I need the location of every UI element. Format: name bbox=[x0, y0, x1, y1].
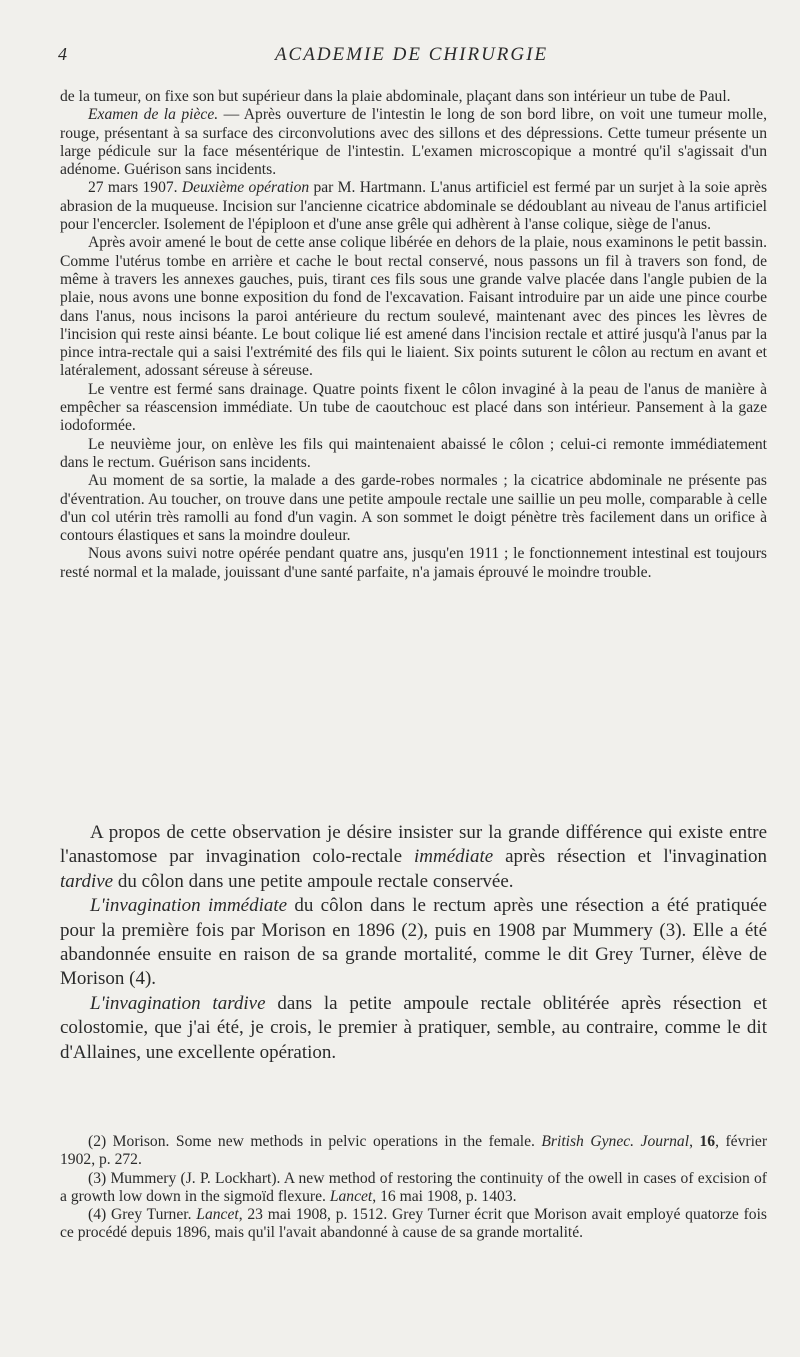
paragraph bbox=[60, 436, 767, 473]
paragraph bbox=[60, 88, 767, 106]
footnote bbox=[60, 1133, 767, 1170]
paragraph bbox=[60, 894, 767, 992]
journal-title: Lancet bbox=[196, 1206, 239, 1224]
emphasis: immédiate bbox=[414, 846, 494, 868]
paragraph-text: du côlon dans le rectum après une résection a été pratiquée pour la première fois par Morison en 1896 (2), puis en 1908 par Mummery (3). Elle a été abandonnée ensuite en raison de sa grande mortalité, comme le dit Grey Turner, élève de Morison (4). bbox=[60, 895, 767, 990]
paragraph-text: Après avoir amené le bout de cette anse colique libérée en dehors de la plaie, nous examinons le petit bassin. Comme l'utérus tombe en arrière et cache le bout rectal conservé, nous passons un fil à travers son fond, de même à travers les annexes gauches, puis, tirant ces fils sous une grande valve placée dans l'angle pubien de la plaie, nous avons une bonne exposition du fond de l'excavation. Faisant introduire par un aide une pince courbe dans l'anus, nous incisons la paroi antérieure du rectum soulevé, maintenant avec des pinces les lèvres de l'incision qui reste ainsi béante. Le bout colique lié est amené dans l'incision rectale et attiré jusqu'à l'anus par la pince intra-rectale qui a saisi l'extrémité des fils qui le liaient. Six points suturent le côlon au rectum en avant et latéralement, adossant séreuse à séreuse. bbox=[60, 234, 767, 380]
paragraph bbox=[60, 381, 767, 436]
footnote-text: (3) Mummery (J. P. Lockhart). A new method of restoring the continuity of the owell in cases of excision of a growth low down in the sigmoïd flexure. bbox=[60, 1169, 767, 1205]
footnotes bbox=[60, 1133, 767, 1243]
paragraph-text: du côlon dans une petite ampoule rectale conservée. bbox=[113, 870, 514, 892]
paragraph bbox=[60, 545, 767, 582]
emphasis: tardive bbox=[60, 870, 114, 892]
paragraph bbox=[60, 179, 767, 234]
journal-title: Lancet bbox=[329, 1187, 373, 1205]
paragraph-text: Le neuvième jour, on enlève les fils qui maintenaient abaissé le côlon ; celui-ci remonte immédiatement dans le rectum. Guérison sans incidents. bbox=[60, 435, 767, 471]
footnote-text: (4) Grey Turner. bbox=[88, 1206, 197, 1224]
section-label: Examen de la pièce. bbox=[88, 106, 219, 124]
paragraph-text: par M. Hartmann. L'anus artificiel est fermé par un surjet à la soie après abrasion de la muqueuse. Incision sur l'ancienne cicatrice abdominale se dédoublant au niveau de l'anus artificiel pour l'encercler. Isolement de l'épiploon et d'une anse grêle qui adhèrent à l'anse colique, siège de l'anus. bbox=[60, 179, 768, 234]
emphasis: L'invagination tardive bbox=[90, 992, 266, 1014]
section-label: Deuxième opération bbox=[181, 179, 310, 197]
volume-number: 16 bbox=[699, 1133, 716, 1150]
paragraph bbox=[60, 234, 767, 380]
paragraph bbox=[60, 992, 767, 1065]
paragraph-text: Au moment de sa sortie, la malade a des garde-robes normales ; la cicatrice abdominale ne présente pas d'éventration. Au toucher, on trouve dans une petite ampoule rectale une saillie un peu molle, comparable à celle d'un col utérin très ramolli au fond d'un vagin. A son sommet le doigt pénètre très facilement dans un orifice à contours élastiques et sans la moindre douleur. bbox=[60, 472, 767, 545]
running-title: ACADEMIE DE CHIRURGIE bbox=[274, 44, 549, 65]
paragraph-text: Nous avons suivi notre opérée pendant quatre ans, jusqu'en 1911 ; le fonctionnement intestinal est toujours resté normal et la malade, jouissant d'une santé parfaite, n'a jamais éprouvé le moindre trouble. bbox=[60, 545, 767, 581]
footnote-text: , février 1902, p. 272. bbox=[60, 1133, 768, 1169]
emphasis: L'invagination immédiate bbox=[90, 895, 288, 917]
paragraph bbox=[60, 472, 767, 545]
paragraph bbox=[60, 821, 767, 894]
paragraph-text: dans la petite ampoule rectale oblitérée après résection et colostomie, que j'ai été, je crois, le premier à pratiquer, semble, au contraire, comme le dit d'Allaines, une excellente opération. bbox=[60, 992, 768, 1063]
footnote bbox=[60, 1206, 767, 1243]
paragraph-text: Le ventre est fermé sans drainage. Quatre points fixent le côlon invaginé à la peau de l'anus de manière à empêcher sa réascension immédiate. Un tube de caoutchouc est placé dans son intérieur. Pansement à la gaze iodoformée. bbox=[60, 380, 767, 435]
discussion-text bbox=[60, 821, 767, 1065]
paragraph bbox=[60, 106, 767, 179]
footnote-text: (2) Morison. Some new methods in pelvic operations in the female. bbox=[88, 1133, 542, 1150]
date-text: 27 mars 1907. bbox=[88, 179, 182, 197]
footnote-text: , 16 mai 1908, p. 1403. bbox=[372, 1187, 517, 1205]
running-header bbox=[58, 44, 765, 74]
paragraph-text: — Après ouverture de l'intestin le long de son bord libre, on voit une tumeur molle, rouge, présentant à sa surface des circonvolutions avec des sillons et des dépressions. Cette tumeur présente un large pédicule sur la face mésentérique de l'intestin. L'examen microscopique a montré qu'il s'agissait d'un adénome. Guérison sans incidents. bbox=[60, 106, 767, 179]
observation-text bbox=[60, 88, 767, 582]
footnote-text: , 23 mai 1908, p. 1512. Grey Turner écrit que Morison avait employé quatorze fois ce procédé depuis 1896, mais qu'il l'avait abandonné à cause de sa grande mortalité. bbox=[60, 1206, 767, 1242]
paragraph-text: A propos de cette observation je désire insister sur la grande différence qui existe entre l'anastomose par invagination colo-rectale bbox=[60, 822, 767, 868]
footnote bbox=[60, 1170, 767, 1207]
page-number: 4 bbox=[58, 44, 69, 64]
journal-title: British Gynec. Journal bbox=[541, 1133, 690, 1150]
paragraph-text: après résection et l'invagination bbox=[493, 846, 767, 868]
paragraph-text: de la tumeur, on fixe son but supérieur dans la plaie abdominale, plaçant dans son intérieur un tube de Paul. bbox=[60, 88, 731, 105]
footnote-text: , bbox=[689, 1133, 700, 1150]
